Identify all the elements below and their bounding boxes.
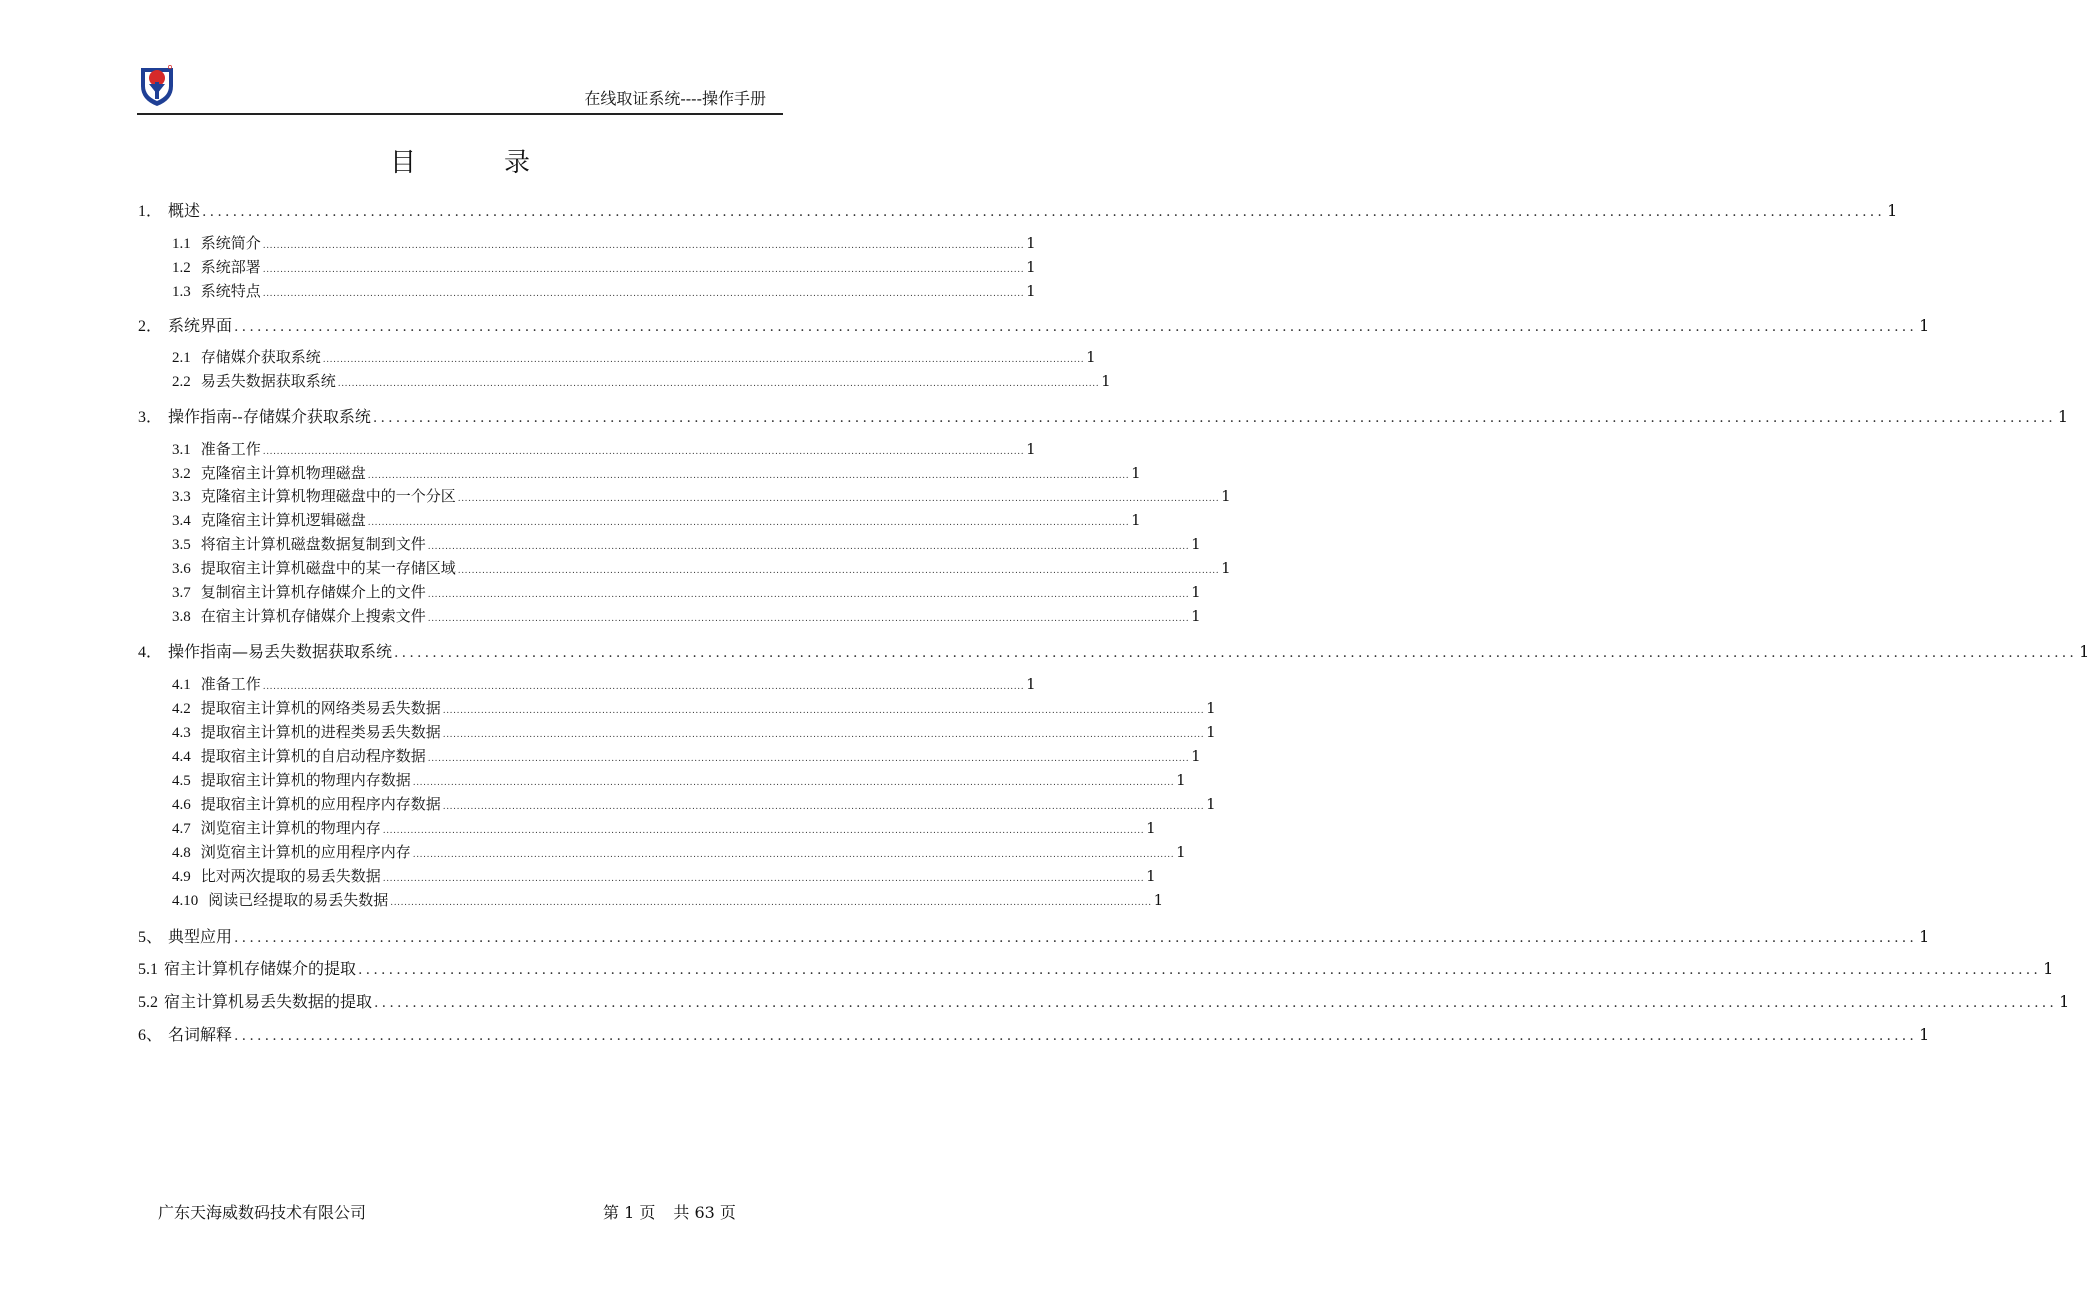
toc-entry-page: 1 — [1206, 795, 1216, 813]
toc-entry[interactable] — [138, 889, 1164, 911]
toc-entry-page: 1 — [1026, 440, 1036, 458]
toc-entry-label: 4.8 浏览宿主计算机的应用程序内存 — [172, 843, 411, 861]
toc-entry-number: 3.5 — [172, 537, 191, 553]
toc-entry-label: 2.2 易丢失数据获取系统 — [172, 372, 336, 390]
toc-dot-leader: ............................................................................................................................................................................................................................ — [374, 995, 2058, 1011]
toc-entry-label: 4.10 阅读已经提取的易丢失数据 — [172, 891, 389, 909]
toc-dot-leader: ............................................................................................................................................................................................................................ — [442, 802, 1205, 812]
toc-entry-number: 5、 — [138, 929, 163, 946]
toc-entry-page: 1 — [1919, 1025, 1930, 1044]
toc-entry-page: 1 — [1101, 372, 1111, 390]
toc-heading-char-2: 录 — [504, 148, 531, 178]
toc-entry[interactable] — [138, 438, 1036, 460]
toc-entry-page: 1 — [1221, 487, 1231, 505]
toc-entry[interactable] — [138, 841, 1186, 863]
footer-company-name: 广东天海威数码技术有限公司 — [158, 1203, 367, 1222]
toc-dot-leader: ............................................................................................................................................................................................................................ — [382, 874, 1145, 884]
toc-dot-leader: ............................................................................................................................................................................................................................ — [394, 645, 2078, 661]
toc-entry-number: 1． — [138, 203, 163, 220]
toc-dot-leader: ............................................................................................................................................................................................................................ — [412, 778, 1175, 788]
toc-entry-number: 2.1 — [172, 350, 191, 366]
toc-entry-number: 3． — [138, 409, 163, 426]
toc-entry-label: 3.5 将宿主计算机磁盘数据复制到文件 — [172, 535, 426, 553]
toc-entry[interactable] — [138, 280, 1036, 302]
toc-dot-leader: ............................................................................................................................................................................................................................ — [382, 826, 1145, 836]
toc-entry-page: 1 — [1026, 258, 1036, 276]
toc-entry-page: 1 — [1176, 843, 1186, 861]
toc-entry-number: 4.10 — [172, 893, 199, 909]
toc-entry-label: 4． 操作指南—易丢失数据获取系统 — [138, 639, 392, 662]
toc-entry-label: 3.4 克隆宿主计算机逻辑磁盘 — [172, 511, 366, 529]
toc-entry-number: 4.2 — [172, 701, 191, 717]
toc-entry-label: 3.3 克隆宿主计算机物理磁盘中的一个分区 — [172, 487, 456, 505]
toc-entry-label: 4.5 提取宿主计算机的物理内存数据 — [172, 771, 411, 789]
toc-dot-leader: ............................................................................................................................................................................................................................ — [262, 682, 1025, 692]
toc-entry-label: 5、 典型应用 — [138, 924, 232, 947]
toc-entry-number: 4.3 — [172, 725, 191, 741]
toc-entry[interactable] — [138, 924, 1930, 946]
toc-entry-label: 4.2 提取宿主计算机的网络类易丢失数据 — [172, 699, 441, 717]
toc-dot-leader: ............................................................................................................................................................................................................................ — [372, 410, 2056, 426]
toc-entry-page: 1 — [1146, 867, 1156, 885]
toc-dot-leader: ............................................................................................................................................................................................................................ — [427, 614, 1190, 624]
toc-entry-page: 1 — [1026, 234, 1036, 252]
toc-dot-leader: ............................................................................................................................................................................................................................ — [427, 754, 1190, 764]
toc-entry-label: 3.1 准备工作 — [172, 440, 261, 458]
toc-entry-label: 1． 概述 — [138, 198, 200, 221]
toc-entry-number: 3.8 — [172, 609, 191, 625]
toc-entry-number: 4． — [138, 644, 163, 661]
toc-entry[interactable] — [138, 721, 1216, 743]
toc-entry-page: 1 — [1086, 348, 1096, 366]
toc-dot-leader: ............................................................................................................................................................................................................................ — [262, 241, 1025, 251]
toc-entry-page: 1 — [1026, 282, 1036, 300]
footer-total-pages: 共 63 页 — [673, 1203, 736, 1222]
toc-entry[interactable] — [138, 533, 1201, 555]
toc-dot-leader: ............................................................................................................................................................................................................................ — [322, 355, 1085, 365]
toc-entry-label: 2． 系统界面 — [138, 313, 232, 336]
toc-entry-label: 1.2 系统部署 — [172, 258, 261, 276]
toc-entry-page: 1 — [2057, 407, 2069, 426]
toc-entry-number: 4.8 — [172, 845, 191, 861]
toc-entry-number: 3.2 — [172, 466, 191, 482]
toc-heading-char-1: 目 — [389, 148, 416, 178]
footer-current-page: 第 1 页 — [603, 1203, 656, 1222]
toc-entry-page: 1 — [1191, 535, 1201, 553]
toc-dot-leader: ............................................................................................................................................................................................................................ — [457, 494, 1220, 504]
toc-entry[interactable] — [138, 865, 1156, 887]
toc-entry[interactable] — [138, 605, 1201, 627]
toc-entry-page: 1 — [1191, 607, 1201, 625]
toc-entry-number: 3.6 — [172, 561, 191, 577]
toc-entry-number: 6、 — [138, 1027, 163, 1044]
toc-entry[interactable] — [138, 232, 1036, 254]
toc-entry-page: 1 — [2059, 992, 2070, 1011]
header-divider — [137, 113, 783, 115]
company-logo-icon — [138, 64, 176, 108]
toc-entry[interactable] — [138, 956, 2054, 978]
toc-entry-number: 4.5 — [172, 773, 191, 789]
toc-entry[interactable] — [138, 745, 1201, 767]
toc-entry[interactable] — [138, 673, 1036, 695]
toc-entry-label: 1.3 系统特点 — [172, 282, 261, 300]
toc-entry[interactable] — [138, 1022, 1930, 1044]
toc-entry[interactable] — [138, 769, 1186, 791]
toc-entry-page: 1 — [2079, 642, 2089, 661]
toc-entry[interactable] — [138, 817, 1156, 839]
toc-entry-page: 1 — [1153, 891, 1164, 909]
toc-entry-label: 5.2 宿主计算机易丢失数据的提取 — [138, 992, 373, 1011]
toc-entry-page: 1 — [1191, 747, 1201, 765]
toc-entry-label: 3.2 克隆宿主计算机物理磁盘 — [172, 464, 366, 482]
toc-entry-number: 1.3 — [172, 284, 191, 300]
toc-entry[interactable] — [138, 581, 1201, 603]
toc-entry-label: 4.6 提取宿主计算机的应用程序内存数据 — [172, 795, 441, 813]
toc-dot-leader: ............................................................................................................................................................................................................................ — [412, 850, 1175, 860]
toc-entry-number: 5.1 — [138, 961, 158, 978]
toc-entry-label: 3.6 提取宿主计算机磁盘中的某一存储区域 — [172, 559, 456, 577]
toc-entry-number: 1.2 — [172, 260, 191, 276]
toc-entry[interactable] — [138, 697, 1216, 719]
toc-entry-number: 4.7 — [172, 821, 191, 837]
toc-entry[interactable] — [138, 462, 1141, 484]
toc-entry-number: 5.2 — [138, 994, 158, 1011]
footer-page-number — [603, 1202, 736, 1224]
toc-entry-page: 1 — [1221, 559, 1231, 577]
toc-entry-label: 4.3 提取宿主计算机的进程类易丢失数据 — [172, 723, 441, 741]
toc-entry[interactable] — [138, 639, 2089, 661]
toc-entry[interactable] — [138, 256, 1036, 278]
toc-entry[interactable] — [138, 793, 1216, 815]
toc-entry-page: 1 — [1206, 723, 1216, 741]
toc-entry-page: 1 — [1919, 927, 1930, 946]
toc-entry[interactable] — [138, 485, 1231, 507]
toc-entry-label: 3.8 在宿主计算机存储媒介上搜索文件 — [172, 607, 426, 625]
toc-entry-number: 4.4 — [172, 749, 191, 765]
toc-entry-label: 6、 名词解释 — [138, 1022, 232, 1045]
toc-dot-leader: ............................................................................................................................................................................................................................ — [234, 319, 1918, 335]
toc-entry-label: 3.7 复制宿主计算机存储媒介上的文件 — [172, 583, 426, 601]
toc-dot-leader: ............................................................................................................................................................................................................................ — [358, 962, 2042, 978]
toc-entry-number: 3.4 — [172, 513, 191, 529]
toc-entry[interactable] — [138, 370, 1111, 392]
toc-entry-page: 1 — [1026, 675, 1036, 693]
toc-dot-leader: ............................................................................................................................................................................................................................ — [427, 590, 1190, 600]
toc-heading — [0, 146, 920, 180]
toc-entry-page: 1 — [1176, 771, 1186, 789]
toc-entry-number: 3.3 — [172, 489, 191, 505]
toc-entry-label: 2.1 存储媒介获取系统 — [172, 348, 321, 366]
toc-dot-leader: ............................................................................................................................................................................................................................ — [442, 706, 1205, 716]
toc-entry-page: 1 — [1191, 583, 1201, 601]
toc-entry-page: 1 — [1131, 511, 1141, 529]
toc-entry[interactable] — [138, 313, 1930, 335]
toc-entry[interactable] — [138, 198, 1898, 220]
toc-dot-leader: ............................................................................................................................................................................................................................ — [234, 930, 1918, 946]
toc-dot-leader: ............................................................................................................................................................................................................................ — [390, 898, 1152, 908]
toc-entry-label: 1.1 系统简介 — [172, 234, 261, 252]
toc-dot-leader: ............................................................................................................................................................................................................................ — [262, 265, 1025, 275]
toc-entry-page: 1 — [1206, 699, 1216, 717]
toc-entry-label: 5.1 宿主计算机存储媒介的提取 — [138, 959, 357, 978]
toc-entry[interactable] — [138, 346, 1096, 368]
toc-dot-leader: ............................................................................................................................................................................................................................ — [457, 566, 1220, 576]
toc-entry-label: 4.4 提取宿主计算机的自启动程序数据 — [172, 747, 426, 765]
document-header-title: 在线取证系统----操作手册 — [584, 89, 766, 108]
toc-entry-page: 1 — [1887, 201, 1898, 220]
toc-entry-label: 4.9 比对两次提取的易丢失数据 — [172, 867, 381, 885]
toc-dot-leader: ............................................................................................................................................................................................................................ — [262, 447, 1025, 457]
toc-dot-leader: ............................................................................................................................................................................................................................ — [367, 518, 1130, 528]
toc-entry-label: 4.1 准备工作 — [172, 675, 261, 693]
toc-entry[interactable] — [138, 989, 2070, 1011]
toc-dot-leader: ............................................................................................................................................................................................................................ — [367, 471, 1130, 481]
toc-dot-leader: ............................................................................................................................................................................................................................ — [262, 289, 1025, 299]
toc-entry-label: 4.7 浏览宿主计算机的物理内存 — [172, 819, 381, 837]
toc-dot-leader: ............................................................................................................................................................................................................................ — [337, 379, 1100, 389]
toc-dot-leader: ............................................................................................................................................................................................................................ — [442, 730, 1205, 740]
toc-dot-leader: ............................................................................................................................................................................................................................ — [202, 204, 1886, 220]
toc-entry-number: 1.1 — [172, 236, 191, 252]
toc-entry-number: 4.6 — [172, 797, 191, 813]
toc-entry-page: 1 — [1919, 316, 1930, 335]
toc-dot-leader: ............................................................................................................................................................................................................................ — [427, 542, 1190, 552]
toc-entry[interactable] — [138, 404, 2069, 426]
toc-entry[interactable] — [138, 557, 1231, 579]
toc-entry-number: 2． — [138, 318, 163, 335]
toc-entry-number: 2.2 — [172, 374, 191, 390]
toc-entry-number: 4.1 — [172, 677, 191, 693]
toc-entry-page: 1 — [1146, 819, 1156, 837]
toc-entry-label: 3． 操作指南--存储媒介获取系统 — [138, 404, 371, 427]
toc-entry-number: 3.7 — [172, 585, 191, 601]
toc-dot-leader: ............................................................................................................................................................................................................................ — [234, 1028, 1918, 1044]
toc-entry-page: 1 — [2043, 959, 2054, 978]
toc-entry-number: 3.1 — [172, 442, 191, 458]
toc-entry-page: 1 — [1131, 464, 1141, 482]
toc-entry[interactable] — [138, 509, 1141, 531]
toc-entry-number: 4.9 — [172, 869, 191, 885]
